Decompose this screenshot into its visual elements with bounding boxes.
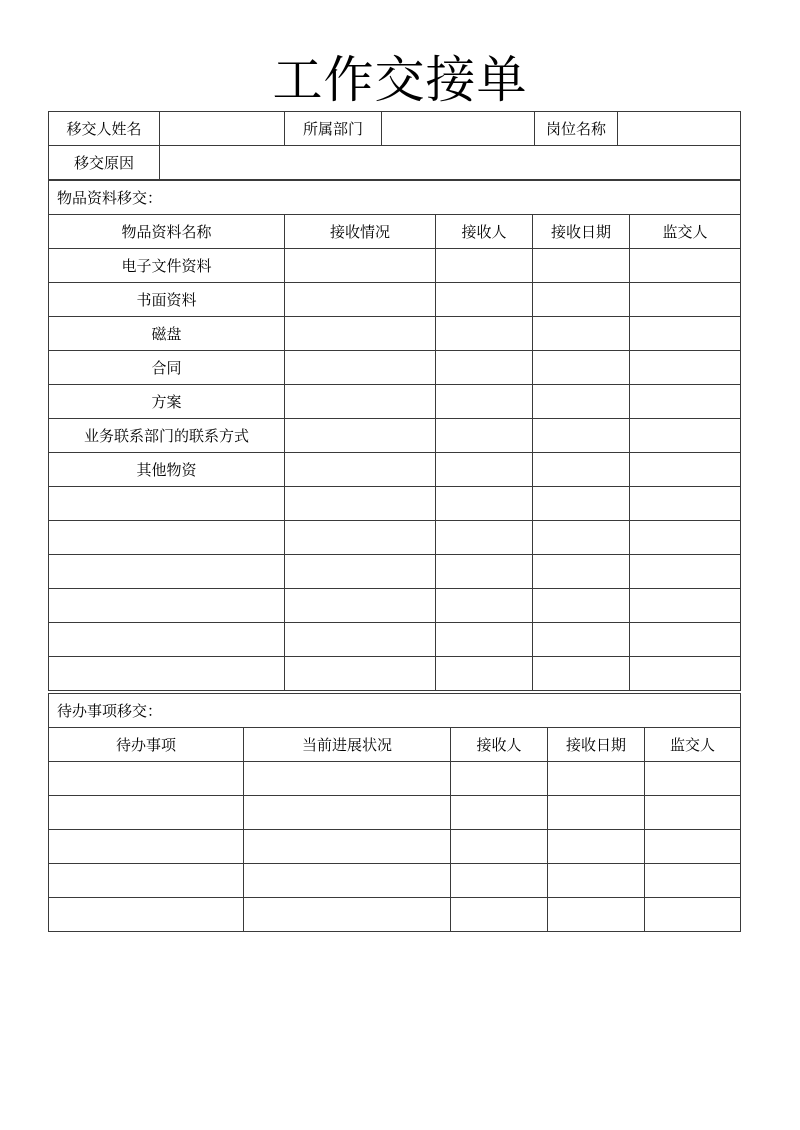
item-entry-cell[interactable] xyxy=(630,317,741,351)
item-name-cell: 磁盘 xyxy=(49,317,285,351)
item-entry-cell[interactable] xyxy=(533,589,630,623)
item-name-cell xyxy=(49,487,285,521)
item-entry-cell[interactable] xyxy=(533,317,630,351)
handover-name-field[interactable] xyxy=(160,112,285,146)
todo-entry-cell[interactable] xyxy=(49,762,244,796)
reason-field[interactable] xyxy=(160,146,741,180)
table-row xyxy=(49,796,741,830)
item-entry-cell[interactable] xyxy=(630,555,741,589)
receive-date-header: 接收日期 xyxy=(533,215,630,249)
supervisor-header: 监交人 xyxy=(630,215,741,249)
table-row xyxy=(49,555,741,589)
item-entry-cell[interactable] xyxy=(533,351,630,385)
item-entry-cell[interactable] xyxy=(533,555,630,589)
todo-entry-cell[interactable] xyxy=(645,796,741,830)
todo-entry-cell[interactable] xyxy=(451,898,548,932)
item-name-cell xyxy=(49,657,285,691)
table-row xyxy=(49,385,741,419)
todo-handover-table xyxy=(48,693,740,932)
item-entry-cell[interactable] xyxy=(285,385,436,419)
item-entry-cell[interactable] xyxy=(533,623,630,657)
item-name-cell: 其他物资 xyxy=(49,453,285,487)
item-name-cell xyxy=(49,521,285,555)
table-row xyxy=(49,351,741,385)
item-entry-cell[interactable] xyxy=(630,419,741,453)
todo-entry-cell[interactable] xyxy=(244,830,451,864)
item-entry-cell[interactable] xyxy=(436,351,533,385)
progress-status-header: 当前进展状况 xyxy=(244,728,451,762)
todo-entry-cell[interactable] xyxy=(49,898,244,932)
items-header-row xyxy=(49,215,741,249)
todo-entry-cell[interactable] xyxy=(645,898,741,932)
items-section-heading: 物品资料移交： xyxy=(49,181,741,215)
item-entry-cell[interactable] xyxy=(285,351,436,385)
item-entry-cell[interactable] xyxy=(285,623,436,657)
item-entry-cell[interactable] xyxy=(436,487,533,521)
item-entry-cell[interactable] xyxy=(285,589,436,623)
item-entry-cell[interactable] xyxy=(285,657,436,691)
item-entry-cell[interactable] xyxy=(436,555,533,589)
item-entry-cell[interactable] xyxy=(630,657,741,691)
item-entry-cell[interactable] xyxy=(436,521,533,555)
item-name-cell: 书面资料 xyxy=(49,283,285,317)
receipt-status-header: 接收情况 xyxy=(285,215,436,249)
table-row xyxy=(49,283,741,317)
item-entry-cell[interactable] xyxy=(630,249,741,283)
table-row xyxy=(49,657,741,691)
todo-entry-cell[interactable] xyxy=(451,830,548,864)
item-name-cell: 电子文件资料 xyxy=(49,249,285,283)
item-entry-cell[interactable] xyxy=(436,419,533,453)
table-row xyxy=(49,589,741,623)
todo-entry-cell[interactable] xyxy=(49,796,244,830)
item-entry-cell[interactable] xyxy=(285,419,436,453)
receiver-header: 接收人 xyxy=(436,215,533,249)
item-entry-cell[interactable] xyxy=(533,249,630,283)
handover-name-label: 移交人姓名 xyxy=(49,112,160,146)
table-row xyxy=(49,623,741,657)
table-row xyxy=(49,521,741,555)
item-entry-cell[interactable] xyxy=(436,249,533,283)
item-name-cell: 业务联系部门的联系方式 xyxy=(49,419,285,453)
todo-entry-cell[interactable] xyxy=(645,864,741,898)
item-entry-cell[interactable] xyxy=(285,487,436,521)
reason-label: 移交原因 xyxy=(49,146,160,180)
item-entry-cell[interactable] xyxy=(285,555,436,589)
table-row xyxy=(49,487,741,521)
item-name-cell xyxy=(49,589,285,623)
item-entry-cell[interactable] xyxy=(436,385,533,419)
position-label: 岗位名称 xyxy=(535,112,618,146)
item-entry-cell[interactable] xyxy=(630,351,741,385)
todo-entry-cell[interactable] xyxy=(244,762,451,796)
table-row xyxy=(49,419,741,453)
table-row xyxy=(49,864,741,898)
receive-date-header: 接收日期 xyxy=(548,728,645,762)
item-name-header: 物品资料名称 xyxy=(49,215,285,249)
todo-entry-cell[interactable] xyxy=(49,864,244,898)
items-handover-table xyxy=(48,180,740,691)
item-entry-cell[interactable] xyxy=(436,589,533,623)
todo-entry-cell[interactable] xyxy=(451,762,548,796)
item-entry-cell[interactable] xyxy=(533,657,630,691)
handover-info-table xyxy=(48,111,740,180)
item-entry-cell[interactable] xyxy=(630,623,741,657)
page-title: 工作交接单 xyxy=(272,51,528,109)
item-entry-cell[interactable] xyxy=(630,385,741,419)
item-entry-cell[interactable] xyxy=(630,487,741,521)
item-entry-cell[interactable] xyxy=(436,623,533,657)
item-entry-cell[interactable] xyxy=(533,283,630,317)
item-entry-cell[interactable] xyxy=(285,453,436,487)
item-name-cell xyxy=(49,555,285,589)
supervisor-header: 监交人 xyxy=(645,728,741,762)
item-entry-cell[interactable] xyxy=(285,249,436,283)
todo-entry-cell[interactable] xyxy=(49,830,244,864)
table-row xyxy=(49,453,741,487)
item-entry-cell[interactable] xyxy=(630,589,741,623)
item-entry-cell[interactable] xyxy=(533,453,630,487)
table-row xyxy=(49,249,741,283)
todo-entry-cell[interactable] xyxy=(451,796,548,830)
todo-entry-cell[interactable] xyxy=(548,898,645,932)
todo-entry-cell[interactable] xyxy=(451,864,548,898)
todo-entry-cell[interactable] xyxy=(244,864,451,898)
item-entry-cell[interactable] xyxy=(630,283,741,317)
item-entry-cell[interactable] xyxy=(285,521,436,555)
item-entry-cell[interactable] xyxy=(436,317,533,351)
todo-entry-cell[interactable] xyxy=(244,796,451,830)
todo-entry-cell[interactable] xyxy=(548,864,645,898)
table-row xyxy=(49,317,741,351)
receiver-header: 接收人 xyxy=(451,728,548,762)
item-entry-cell[interactable] xyxy=(285,283,436,317)
item-entry-cell[interactable] xyxy=(285,317,436,351)
item-entry-cell[interactable] xyxy=(436,453,533,487)
todo-section-heading: 待办事项移交： xyxy=(49,694,741,728)
item-name-cell: 方案 xyxy=(49,385,285,419)
item-entry-cell[interactable] xyxy=(533,521,630,555)
todo-entry-cell[interactable] xyxy=(645,830,741,864)
table-row xyxy=(49,830,741,864)
table-row xyxy=(49,762,741,796)
todo-entry-cell[interactable] xyxy=(244,898,451,932)
department-label: 所属部门 xyxy=(285,112,382,146)
todo-header-row xyxy=(49,728,741,762)
item-name-cell: 合同 xyxy=(49,351,285,385)
table-row xyxy=(49,898,741,932)
todo-entry-cell[interactable] xyxy=(548,830,645,864)
item-entry-cell[interactable] xyxy=(533,385,630,419)
item-entry-cell[interactable] xyxy=(436,657,533,691)
todo-entry-cell[interactable] xyxy=(645,762,741,796)
todo-item-header: 待办事项 xyxy=(49,728,244,762)
item-entry-cell[interactable] xyxy=(630,521,741,555)
item-entry-cell[interactable] xyxy=(533,487,630,521)
position-field[interactable] xyxy=(618,112,741,146)
item-name-cell xyxy=(49,623,285,657)
item-entry-cell[interactable] xyxy=(630,453,741,487)
todo-entry-cell[interactable] xyxy=(548,762,645,796)
item-entry-cell[interactable] xyxy=(533,419,630,453)
item-entry-cell[interactable] xyxy=(436,283,533,317)
department-field[interactable] xyxy=(382,112,535,146)
todo-entry-cell[interactable] xyxy=(548,796,645,830)
